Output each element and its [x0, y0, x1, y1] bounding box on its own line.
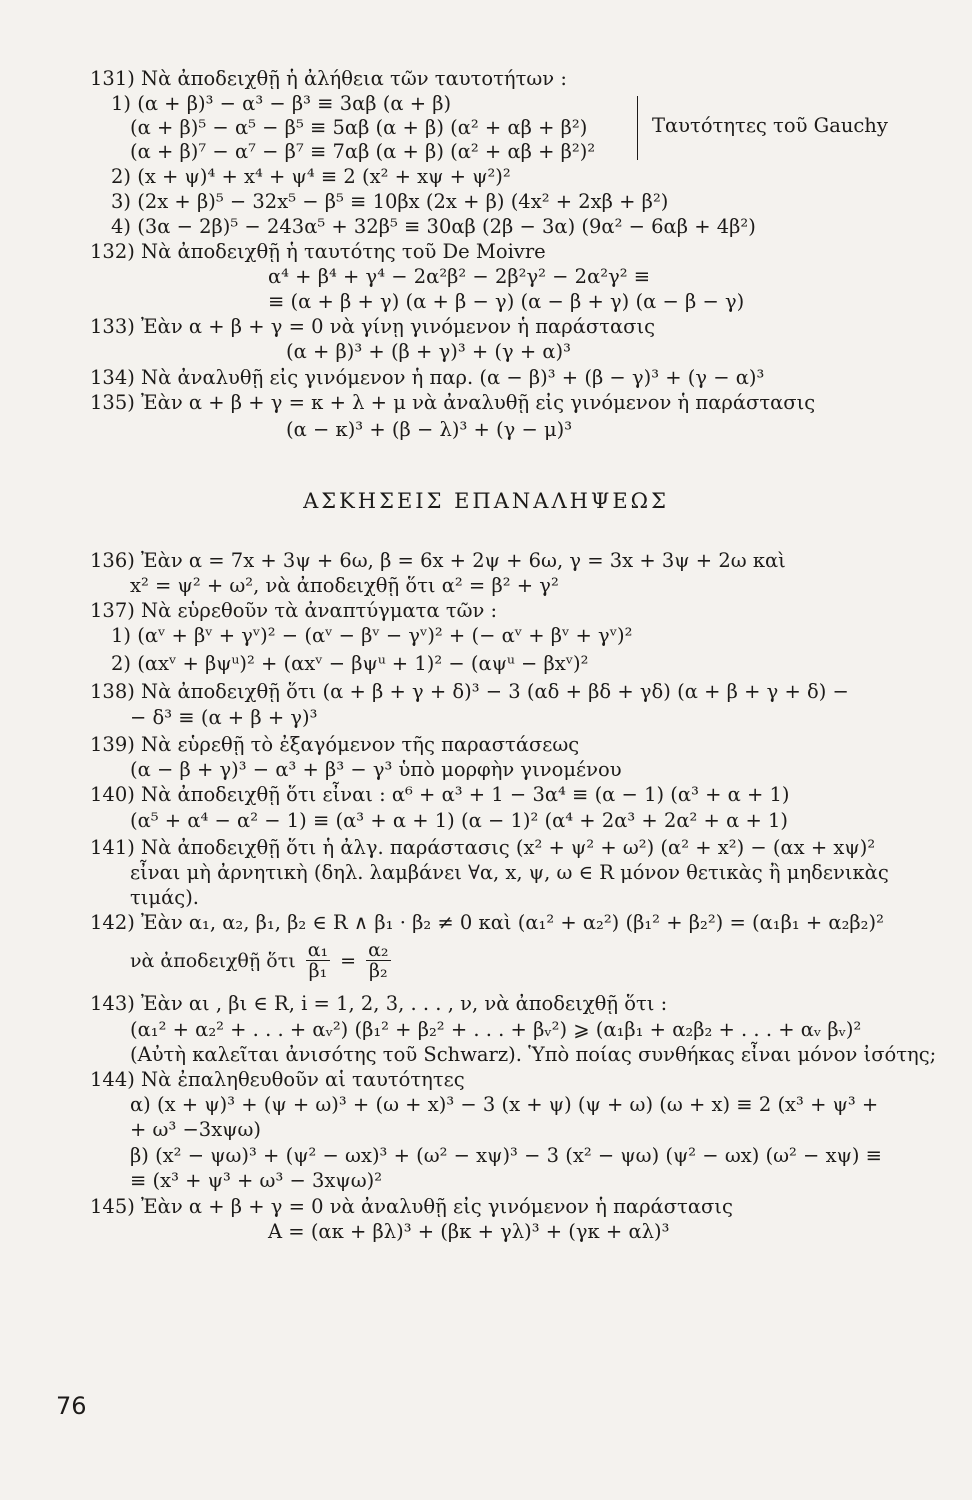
exercise-139-heading: 139) Νὰ εὑρεθῇ τὸ ἐξαγόμενον τῆς παραστάσεως — [90, 733, 580, 756]
exercise-144-heading: 144) Νὰ ἐπαληθευθοῦν αἱ ταυτότητες — [90, 1068, 465, 1091]
page-number: 76 — [56, 1392, 87, 1420]
exercise-143-heading: 143) Ἐὰν αι , βι ∈ R, i = 1, 2, 3, . . . , ν, νὰ ἀποδειχθῇ ὅτι : — [90, 992, 668, 1015]
exercise-145-heading: 145) Ἐὰν α + β + γ = 0 νὰ ἀναλυθῇ εἰς γινόμενον ἡ παράστασις — [90, 1195, 733, 1218]
identity-1b: (α + β)⁵ − α⁵ − β⁵ ≡ 5αβ (α + β) (α² + αβ + β²) — [130, 116, 588, 139]
exercise-139-expression: (α − β + γ)³ − α³ + β³ − γ³ ὑπὸ μορφὴν γινομένου — [130, 758, 622, 781]
exercise-136-line-2: x² = ψ² + ω², νὰ ἀποδειχθῇ ὅτι α² = β² + γ² — [130, 574, 559, 597]
right-fraction — [366, 940, 390, 981]
exercise-137-part-1: 1) (αᵛ + βᵛ + γᵛ)² − (αᵛ − βᵛ − γᵛ)² + (− αᵛ + βᵛ + γᵛ)² — [111, 624, 633, 647]
left-numerator: α₁ — [307, 939, 329, 961]
exercise-145-expression: A = (ακ + βλ)³ + (βκ + γλ)³ + (γκ + αλ)³ — [268, 1220, 670, 1243]
exercise-142-fraction — [130, 940, 391, 981]
exercise-137-heading: 137) Νὰ εὑρεθοῦν τὰ ἀναπτύγματα τῶν : — [90, 599, 498, 622]
exercise-131-heading: 131) Νὰ ἀποδειχθῇ ἡ ἀλήθεια τῶν ταυτοτήτων : — [90, 67, 567, 90]
exercise-143-note: (Αὐτὴ καλεῖται ἀνισότης τοῦ Schwarz). Ὑπὸ ποίας συνθήκας εἶναι μόνον ἰσότης; — [130, 1043, 937, 1066]
exercise-144-b-line-2: ≡ (x³ + ψ³ + ω³ − 3xψω)² — [130, 1169, 383, 1192]
equals-sign: = — [340, 949, 357, 972]
exercise-133-heading: 133) Ἐὰν α + β + γ = 0 νὰ γίνῃ γινόμενον ἡ παράστασις — [90, 315, 656, 338]
exercise-141-line-1: 141) Νὰ ἀποδειχθῇ ὅτι ἡ ἀλγ. παράστασις (x² + ψ² + ω²) (α² + x²) − (αx + xψ)² — [90, 836, 876, 859]
left-denominator: β₁ — [308, 960, 328, 982]
exercise-144-b-line-1: β) (x² − ψω)³ + (ψ² − ωx)³ + (ω² − xψ)³ − 3 (x² − ψω) (ψ² − ωx) (ω² − xψ) ≡ — [130, 1144, 883, 1167]
exercise-143-inequality: (α₁² + α₂² + . . . + αᵥ²) (β₁² + β₂² + . . . + βᵥ²) ⩾ (α₁β₁ + α₂β₂ + . . . + αᵥ βᵥ)² — [130, 1018, 862, 1041]
identity-4: 4) (3α − 2β)⁵ − 243α⁵ + 32β⁵ ≡ 30αβ (2β − 3α) (9α² − 6αβ + 4β²) — [111, 215, 756, 238]
exercise-137-part-2: 2) (αxᵛ + βψᵘ)² + (αxᵛ − βψᵘ + 1)² − (αψᵘ − βxᵛ)² — [111, 652, 589, 675]
exercise-141-line-2: εἶναι μὴ ἀρνητικὴ (δηλ. λαμβάνει ∀α, x, ψ, ω ∈ R μόνον θετικὰς ἢ μηδενικὰς — [130, 861, 889, 884]
exercise-134: 134) Νὰ ἀναλυθῇ εἰς γινόμενον ἡ παρ. (α − β)³ + (β − γ)³ + (γ − α)³ — [90, 366, 765, 389]
exercise-144-a-line-1: α) (x + ψ)³ + (ψ + ω)³ + (ω + x)³ − 3 (x + ψ) (ψ + ω) (ω + x) ≡ 2 (x³ + ψ³ + — [130, 1093, 879, 1116]
exercise-144-a-line-2: + ω³ −3xψω) — [130, 1118, 261, 1141]
identity-3: 3) (2x + β)⁵ − 32x⁵ − β⁵ ≡ 10βx (2x + β) (4x² + 2xβ + β²) — [111, 190, 669, 213]
brace-label: Ταυτότητες τοῦ Gauchy — [652, 114, 888, 137]
right-numerator: α₂ — [368, 939, 389, 961]
fraction-prefix: νὰ ἀποδειχθῇ ὅτι — [130, 949, 296, 972]
exercise-138-line-2: − δ³ ≡ (α + β + γ)³ — [130, 706, 318, 729]
exercise-133-expression: (α + β)³ + (β + γ)³ + (γ + α)³ — [286, 340, 571, 363]
exercise-140-line-2: (α⁵ + α⁴ − α² − 1) ≡ (α³ + α + 1) (α − 1)² (α⁴ + 2α³ + 2α² + α + 1) — [130, 809, 789, 832]
exercise-135-heading: 135) Ἐὰν α + β + γ = κ + λ + μ νὰ ἀναλυθῇ εἰς γινόμενον ἡ παράστασις — [90, 391, 816, 414]
exercise-138-line-1: 138) Νὰ ἀποδειχθῇ ὅτι (α + β + γ + δ)³ − 3 (αδ + βδ + γδ) (α + β + γ + δ) − — [90, 680, 849, 703]
exercise-132-line-2: ≡ (α + β + γ) (α + β − γ) (α − β + γ) (α − β − γ) — [268, 290, 745, 313]
identity-1c: (α + β)⁷ − α⁷ − β⁷ ≡ 7αβ (α + β) (α² + αβ + β²)² — [130, 140, 596, 163]
exercise-140-line-1: 140) Νὰ ἀποδειχθῇ ὅτι εἶναι : α⁶ + α³ + 1 − 3α⁴ ≡ (α − 1) (α³ + α + 1) — [90, 783, 790, 806]
exercise-141-line-3: τιμάς). — [130, 886, 200, 909]
exercise-132-heading: 132) Νὰ ἀποδειχθῇ ἡ ταυτότης τοῦ De Moivre — [90, 240, 546, 263]
right-denominator: β₂ — [368, 960, 388, 982]
exercise-132-line-1: α⁴ + β⁴ + γ⁴ − 2α²β² − 2β²γ² − 2α²γ² ≡ — [268, 265, 651, 288]
exercise-135-expression: (α − κ)³ + (β − λ)³ + (γ − μ)³ — [286, 418, 573, 441]
exercise-142-line-1: 142) Ἐὰν α₁, α₂, β₁, β₂ ∈ R ∧ β₁ · β₂ ≠ 0 καὶ (α₁² + α₂²) (β₁² + β₂²) = (α₁β₁ + α₂β₂)² — [90, 911, 884, 934]
section-title: ΑΣΚΗΣΕΙΣ ΕΠΑΝΑΛΗΨΕΩΣ — [303, 489, 669, 513]
exercise-136-line-1: 136) Ἐὰν α = 7x + 3ψ + 6ω, β = 6x + 2ψ + 6ω, γ = 3x + 3ψ + 2ω καὶ — [90, 549, 786, 572]
identity-1a: 1) (α + β)³ − α³ − β³ ≡ 3αβ (α + β) — [111, 92, 452, 115]
identity-2: 2) (x + ψ)⁴ + x⁴ + ψ⁴ ≡ 2 (x² + xψ + ψ²)² — [111, 165, 511, 188]
left-fraction — [306, 940, 330, 981]
right-brace — [627, 96, 638, 160]
